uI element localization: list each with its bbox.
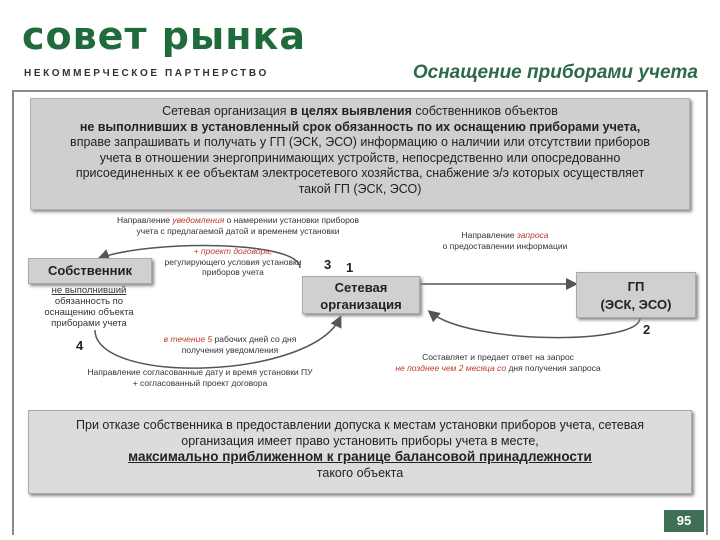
label-agreed-line1: Направление согласованные дату и время установки ПУ (87, 367, 313, 377)
label-notice-pre: Направление (116, 215, 173, 225)
intro-text-2: не выполнивших в установленный срок обязанность по их оснащению приборами учета, (79, 119, 641, 134)
label-notice-line2: учета с предлагаемой датой и временем установки (136, 225, 340, 236)
owner-node-title: Собственник (28, 258, 152, 284)
label-notice (88, 215, 388, 236)
intro-text-4: учета в отношении энергопринимающих устройств, непосредственно или опосредованно (99, 150, 621, 165)
label-notice-red: уведомления (172, 215, 225, 225)
label-answer-line1: Составляет и предает ответ на запрос (422, 352, 574, 362)
intro-text-1: Сетевая организация (162, 104, 290, 118)
label-agreed (60, 367, 340, 388)
label-within-red: в течение 5 (163, 334, 213, 344)
label-answer-red: не позднее чем 2 месяца со (395, 362, 507, 373)
label-request (420, 230, 590, 251)
intro-text-3: вправе запрашивать и получать у ГП (ЭСК, ЭСО) информацию о наличии или отсутствии приборов (70, 135, 650, 149)
label-request-pre: Направление (461, 230, 517, 240)
page-number: 95 (664, 510, 704, 532)
page-title: Оснащение приборами учета (412, 62, 698, 83)
logo-subtitle: НЕКОММЕРЧЕСКОЕ ПАРТНЕРСТВО (24, 68, 269, 79)
label-draft-line1: + проект договора, (193, 246, 273, 256)
label-draft-line2: регулирующего условия установки (164, 256, 302, 267)
step-4-number: 4 (76, 338, 84, 353)
owner-desc-line3: оснащению объекта (44, 307, 134, 318)
label-agreed-line2: + согласованный проект договора (132, 377, 268, 388)
network-node-line1: Сетевая (334, 280, 388, 295)
owner-desc-line4: приборами учета (51, 318, 127, 329)
step-2-number: 2 (643, 322, 651, 337)
label-answer (378, 352, 618, 373)
conclusion-line2: организация имеет право установить приборы учета в месте, (181, 434, 539, 448)
network-org-node (302, 276, 420, 314)
label-draft-line3: приборов учета (202, 267, 264, 277)
intro-text-5: присоединенных к ее объектам электросетевого хозяйства, снабжение э/э которых осуществляет (75, 166, 645, 180)
logo-text: совет рынка (22, 14, 306, 58)
intro-text-6: такой ГП (ЭСК, ЭСО) (298, 181, 422, 196)
gp-node-line2: (ЭСК, ЭСО) (600, 297, 672, 312)
conclusion-line1: При отказе собственника в предоставлении допуска к местам установки приборов учета, сетевая (76, 418, 644, 432)
conclusion-line3: максимально приближенном к границе балансовой принадлежности (128, 449, 592, 464)
conclusion-box (28, 410, 692, 494)
network-node-line2: организация (320, 297, 402, 312)
label-within (150, 334, 310, 355)
owner-node-desc (28, 285, 150, 329)
owner-desc-line1: не выполнивший (51, 285, 127, 296)
gp-node-line1: ГП (627, 279, 645, 294)
label-notice-post: о намерении установки приборов (224, 215, 360, 225)
step-3-number: 3 (324, 257, 332, 272)
conclusion-line4: такого объекта (316, 466, 404, 480)
label-draft (148, 246, 318, 278)
gp-node (576, 272, 696, 318)
step-1-number: 1 (346, 260, 354, 275)
label-within-line2: получения уведомления (181, 344, 279, 355)
label-request-line2: о предоставлении информации (442, 240, 568, 251)
intro-text-1-bold: в целях выявления (290, 104, 412, 118)
intro-text-1b: собственников объектов (411, 104, 558, 118)
label-within-post: рабочих дней со дня (212, 334, 297, 344)
owner-desc-line2: обязанность по (54, 296, 124, 307)
label-answer-post: дня получения запроса (506, 362, 601, 373)
label-request-red: запроса (516, 230, 549, 240)
